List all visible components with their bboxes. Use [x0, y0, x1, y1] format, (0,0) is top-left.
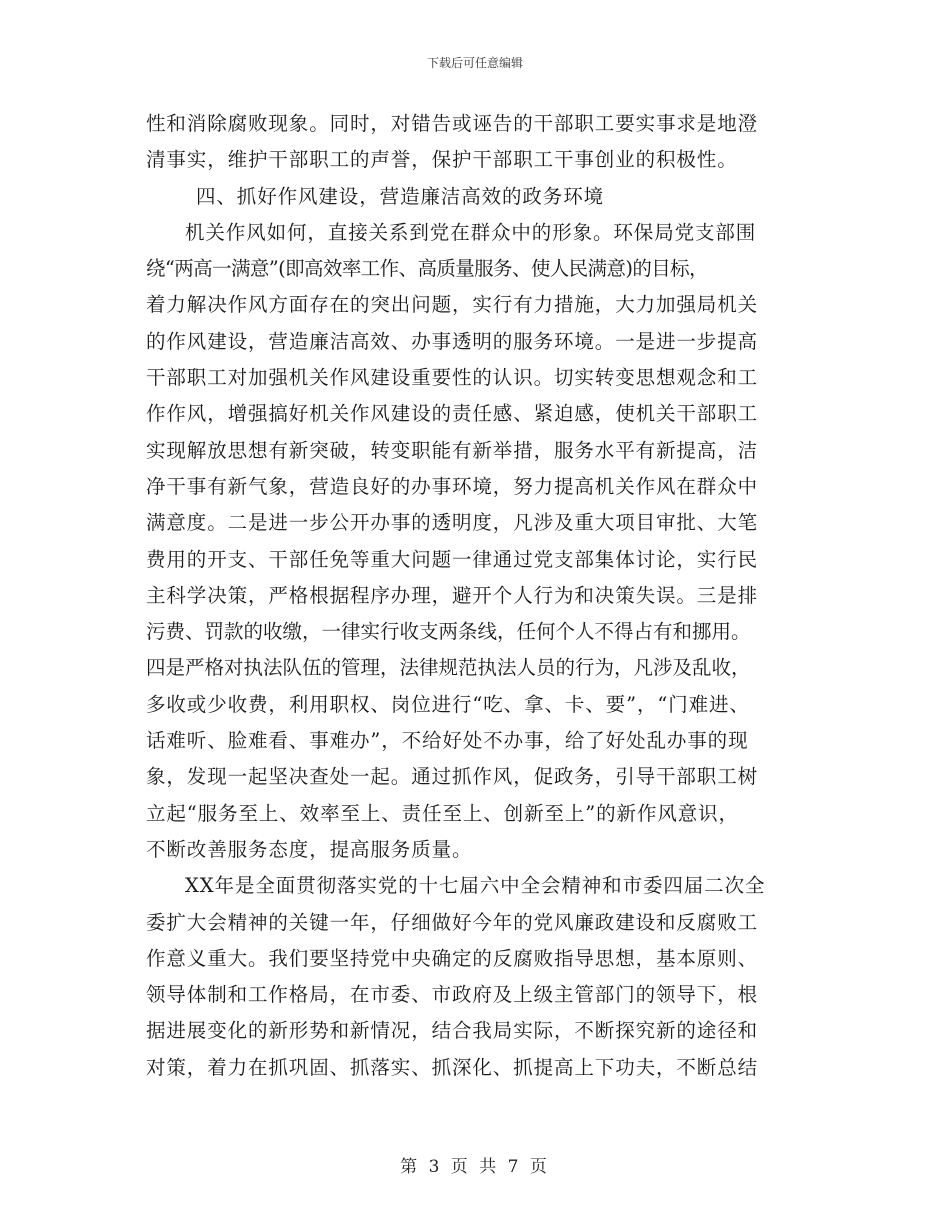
text-line: 主科学决策，严格根据程序办理，避开个人行为和决策失误。三是排 — [146, 583, 759, 607]
text-line: 不断改善服务态度，提高服务质量。 — [146, 837, 473, 861]
text-line: 满意度。二是进一步公开办事的透明度，凡涉及重大项目审批、大笔 — [146, 511, 759, 535]
text-line: 实现解放思想有新突破，转变职能有新举措，服务水平有新提高，洁 — [146, 438, 759, 462]
text-line: 多收或少收费，利用职权、岗位进行“吃、拿、卡、要”，“门难进、 — [146, 692, 750, 716]
text-line: 作作风，增强搞好机关作风建设的责任感、紧迫感，使机关干部职工 — [146, 402, 759, 426]
text-line: 费用的开支、干部任免等重大问题一律通过党支部集体讨论，实行民 — [146, 547, 759, 571]
text-line: 的作风建设，营造廉洁高效、办事透明的服务环境。一是进一步提高 — [146, 329, 759, 353]
text-line: 绕“两高一满意”(即高效率工作、高质量服务、使人民满意)的目标， — [146, 257, 708, 281]
text-line: 四是严格对执法队伍的管理，法律规范执法人员的行为，凡涉及乱收， — [146, 656, 751, 680]
text-line: 作意义重大。我们要坚持党中央确定的反腐败指导思想，基本原则、 — [146, 946, 759, 970]
text-line: 话难听、脸难看、事难办”，不给好处不办事，给了好处乱办事的现 — [146, 729, 749, 753]
text-line: 着力解决作风方面存在的突出问题，实行有力措施，大力加强局机关 — [146, 293, 759, 317]
text-line: 委扩大会精神的关键一年，仔细做好今年的党风廉政建设和反腐败工 — [146, 910, 759, 934]
text-line: 立起“服务至上、效率至上、责任至上、创新至上”的新作风意识， — [146, 801, 739, 825]
text-line: 性和消除腐败现象。同时，对错告或诬告的干部职工要实事求是地澄 — [146, 112, 759, 135]
text-line: 污费、罚款的收缴，一律实行收支两条线，任何个人不得占有和挪用。 — [146, 620, 751, 644]
page-header: 下载后可任意编辑 — [426, 56, 523, 70]
text-line: 据进展变化的新形势和新情况，结合我局实际，不断探究新的途径和 — [146, 1019, 759, 1043]
text-line: 象，发现一起坚决查处一起。通过抓作风，促政务，引导干部职工树 — [146, 765, 759, 789]
text-line: 干部职工对加强机关作风建设重要性的认识。切实转变思想观念和工 — [146, 366, 759, 390]
text-line: 机关作风如何，直接关系到党在群众中的形象。环保局党支部围 — [185, 220, 757, 244]
text-line: 领导体制和工作格局，在市委、市政府及上级主管部门的领导下，根 — [146, 983, 759, 1007]
section-heading: 四、抓好作风建设，营造廉洁高效的政务环境 — [196, 184, 605, 208]
text-line: 清事实，维护干部职工的声誉，保护干部职工干事创业的积极性。 — [146, 148, 738, 172]
page-number: 第 3 页 共 7 页 — [400, 1157, 550, 1177]
text-line: XX年是全面贯彻落实党的十七届六中全会精神和市委四届二次全 — [185, 874, 766, 898]
text-line: 净干事有新气象，营造良好的办事环境，努力提高机关作风在群众中 — [146, 474, 759, 498]
document-body — [146, 106, 806, 1086]
text-line: 对策，着力在抓巩固、抓落实、抓深化、抓提高上下功夫，不断总结 — [146, 1055, 759, 1079]
